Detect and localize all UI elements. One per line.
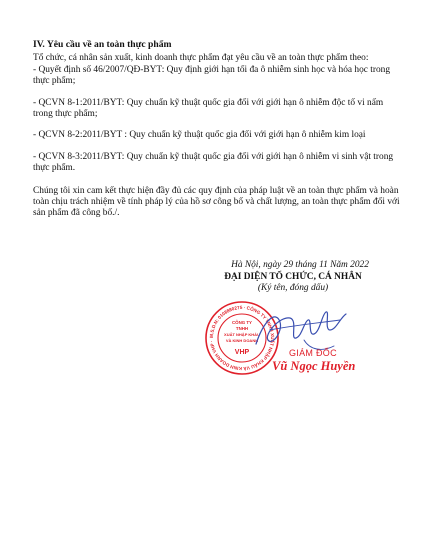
intro-paragraph: Tổ chức, cá nhân sản xuất, kinh doanh thực phẩm đạt yêu cầu về an toàn thực phẩm theo:: [33, 53, 369, 64]
representative-title: ĐẠI DIỆN TỔ CHỨC, CÁ NHÂN: [224, 272, 362, 283]
stamp-center-line-1: CÔNG TY: [231, 320, 253, 325]
stamp-center-line-3: XUẤT NHẬP KHẨU: [224, 332, 260, 337]
signer-name: Vũ Ngọc Huyền: [272, 359, 356, 373]
date-line: Hà Nội, ngày 29 tháng 11 Năm 2022: [231, 260, 369, 270]
requirement-item-4: - QCVN 8-3:2011/BYT: Quy chuẩn kỹ thuật quốc gia đối với giới hạn ô nhiễm vi sinh vật trong thực phẩm.: [33, 151, 394, 174]
stamp-logo: VHP: [234, 349, 250, 356]
signature-header: [178, 260, 408, 295]
document-body: [33, 39, 405, 220]
stamp-center-line-2: TNHH: [235, 326, 249, 331]
requirement-item-3: - QCVN 8-2:2011/BYT : Quy chuẩn kỹ thuật quốc gia đối với giới hạn ô nhiễm kim loại: [33, 130, 366, 141]
commitment-paragraph: Chúng tôi xin cam kết thực hiện đầy đủ các quy định của pháp luật về an toàn thực phẩm và hoàn toàn chịu trách nhiệm về tính pháp lý của hồ sơ công bố và chất lượng, an toàn thực phẩm đối với sản phẩm đã công bố./.: [33, 185, 400, 219]
signer-role: GIÁM ĐỐC: [289, 348, 337, 358]
representative-note: (Ký tên, đóng dấu): [257, 283, 329, 294]
section-heading: IV. Yêu cầu về an toàn thực phẩm: [33, 39, 172, 50]
stamp-center-line-4: VÀ KINH DOANH: [225, 338, 259, 343]
requirement-item-1: - Quyết định số 46/2007/QĐ-BYT: Quy định giới hạn tối đa ô nhiễm sinh học và hóa học trong thực phẩm;: [33, 64, 391, 87]
stamp-ring-text: M.S.D.N: 0108880275 · CÔNG TY TNHH XUẤT NHẬP KHẨU VÀ KINH DOANH VHP ·: [208, 304, 276, 372]
requirement-item-2: - QCVN 8-1:2011/BYT: Quy chuẩn kỹ thuật quốc gia đối với giới hạn ô nhiễm độc tố vi nấm trong thực phẩm;: [33, 97, 384, 120]
